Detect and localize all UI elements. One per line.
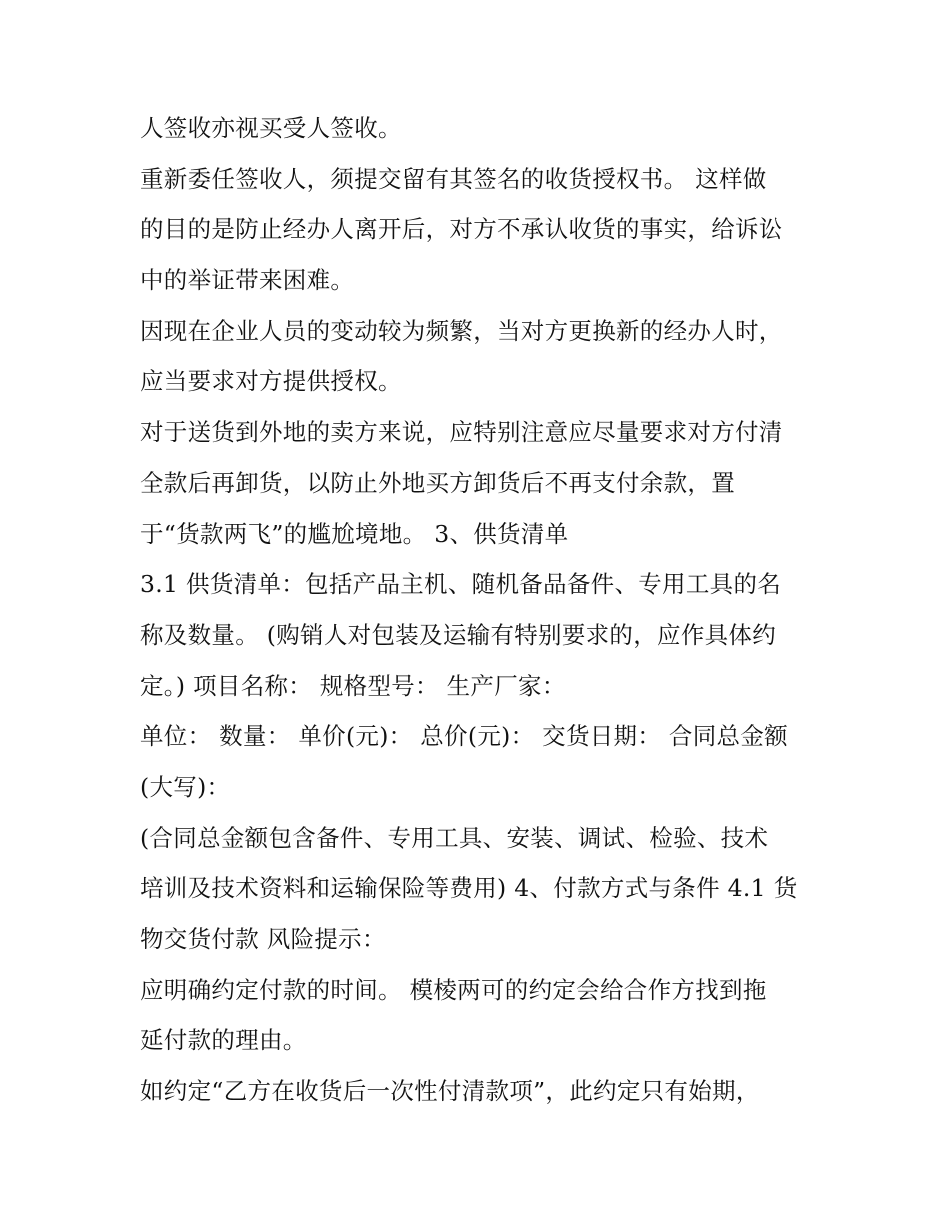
text-line: 全款后再卸货，以防止外地买方卸货后不再支付余款，置 (140, 468, 735, 497)
text-line: 应明确约定付款的时间。 模棱两可的约定会给合作方找到拖 (140, 975, 767, 1004)
text-line: 如约定“乙方在收货后一次性付清款项”，此约定只有始期， (140, 1077, 760, 1106)
text-line: 培训及技术资料和运输保险等费用) 4、付款方式与条件 4.1 货 (140, 874, 798, 903)
text-line: 中的举证带来困难。 (140, 266, 355, 295)
text-line: 称及数量。 (购销人对包装及运输有特别要求的，应作具体约 (140, 620, 777, 649)
text-line: 延付款的理由。 (140, 1026, 307, 1055)
text-line: 3.1 供货清单：包括产品主机、随机备品备件、专用工具的名 (140, 570, 782, 599)
text-line: (大写)： (140, 772, 231, 801)
text-line: 的目的是防止经办人离开后，对方不承认收货的事实，给诉讼 (140, 215, 783, 244)
text-line: 定。) 项目名称： 规格型号： 生产厂家： (140, 671, 566, 700)
text-line: 应当要求对方提供授权。 (140, 367, 402, 396)
document-body (140, 110, 830, 1124)
text-line: 对于送货到外地的卖方来说，应特别注意应尽量要求对方付清 (140, 418, 783, 447)
text-line: (合同总金额包含备件、专用工具、安装、调试、检验、技术 (140, 823, 769, 852)
text-line: 重新委任签收人，须提交留有其签名的收货授权书。 这样做 (140, 164, 767, 193)
text-line: 人签收亦视买受人签收。 (140, 114, 402, 142)
text-line: 因现在企业人员的变动较为频繁，当对方更换新的经办人时， (140, 316, 783, 345)
text-line: 单位： 数量： 单价(元)： 总价(元)： 交货日期： 合同总金额 (140, 722, 788, 751)
text-line: 于“货款两飞”的尴尬境地。 3、供货清单 (140, 519, 569, 548)
text-line: 物交货付款 风险提示： (140, 925, 386, 953)
